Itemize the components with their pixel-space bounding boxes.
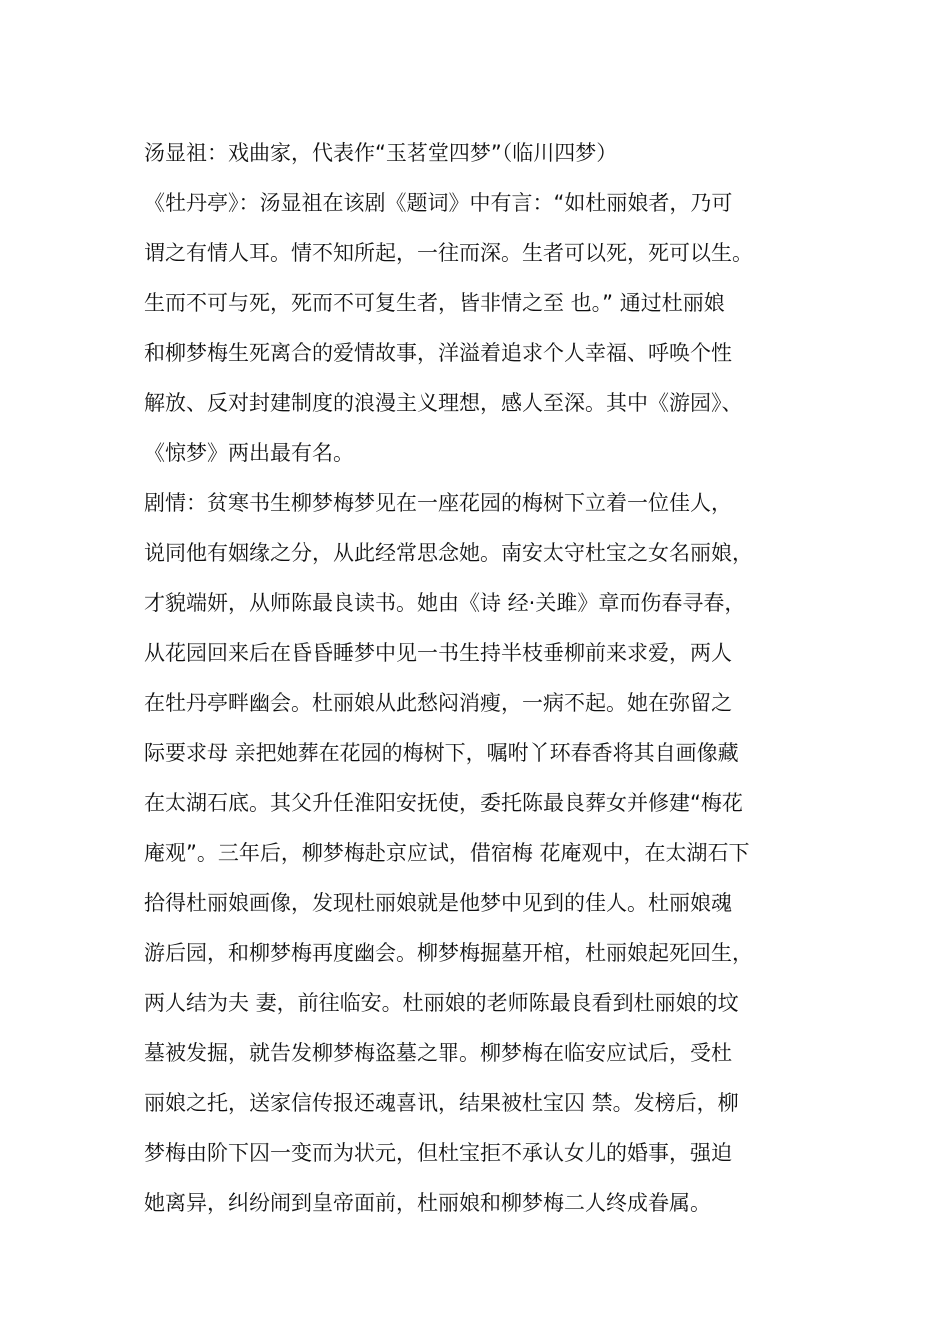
text-line: 剧情：贫寒书生柳梦梅梦见在一座花园的梅树下立着一位佳人， — [144, 491, 732, 515]
text-line: 丽娘之托，送家信传报还魂喜讯，结果被杜宝囚 禁。发榜后，柳 — [144, 1091, 739, 1115]
text-line: 在牡丹亭畔幽会。杜丽娘从此愁闷消瘦，一病不起。她在弥留之 — [144, 691, 732, 715]
text-line: 和柳梦梅生死离合的爱情故事，洋溢着追求个人幸福、呼唤个性 — [144, 341, 732, 365]
text-line: 她离异，纠纷闹到皇帝面前，杜丽娘和柳梦梅二人终成眷属。 — [144, 1191, 711, 1215]
text-line: 际要求母 亲把她葬在花园的梅树下，嘱咐丫环春香将其自画像藏 — [144, 741, 739, 765]
text-line: 拾得杜丽娘画像，发现杜丽娘就是他梦中见到的佳人。杜丽娘魂 — [144, 891, 732, 915]
text-line: 两人结为夫 妻，前往临安。杜丽娘的老师陈最良看到杜丽娘的坟 — [144, 991, 739, 1015]
text-line: 才貌端妍，从师陈最良读书。她由《诗 经·关雎》章而伤春寻春， — [144, 591, 746, 615]
text-line: 墓被发掘，就告发柳梦梅盗墓之罪。柳梦梅在临安应试后，受杜 — [144, 1041, 732, 1065]
text-line: 庵观”。三年后，柳梦梅赴京应试，借宿梅 花庵观中，在太湖石下 — [144, 841, 750, 865]
text-line: 解放、反对封建制度的浪漫主义理想，感人至深。其中《游园》、 — [144, 391, 743, 415]
text-line: 《惊梦》两出最有名。 — [144, 441, 354, 465]
text-line: 在太湖石底。其父升任淮阳安抚使，委托陈最良葬女并修建“梅花 — [144, 791, 743, 815]
text-line: 谓之有情人耳。情不知所起，一往而深。生者可以死，死可以生。 — [144, 241, 753, 265]
text-line: 《牡丹亭》：汤显祖在该剧《题词》中有言：“如杜丽娘者，乃可 — [144, 191, 733, 215]
text-line: 说同他有姻缘之分，从此经常思念她。南安太守杜宝之女名丽娘， — [144, 541, 753, 565]
document-body — [144, 128, 844, 1228]
text-line: 游后园，和柳梦梅再度幽会。柳梦梅掘墓开棺，杜丽娘起死回生， — [144, 941, 753, 965]
text-line: 生而不可与死，死而不可复生者，皆非情之至 也。” 通过杜丽娘 — [144, 291, 725, 315]
text-line: 汤显祖：戏曲家，代表作“玉茗堂四梦”（临川四梦） — [144, 141, 618, 165]
text-line: 从花园回来后在昏昏睡梦中见一书生持半枝垂柳前来求爱，两人 — [144, 641, 732, 665]
text-line: 梦梅由阶下囚一变而为状元，但杜宝拒不承认女儿的婚事，强迫 — [144, 1141, 732, 1165]
